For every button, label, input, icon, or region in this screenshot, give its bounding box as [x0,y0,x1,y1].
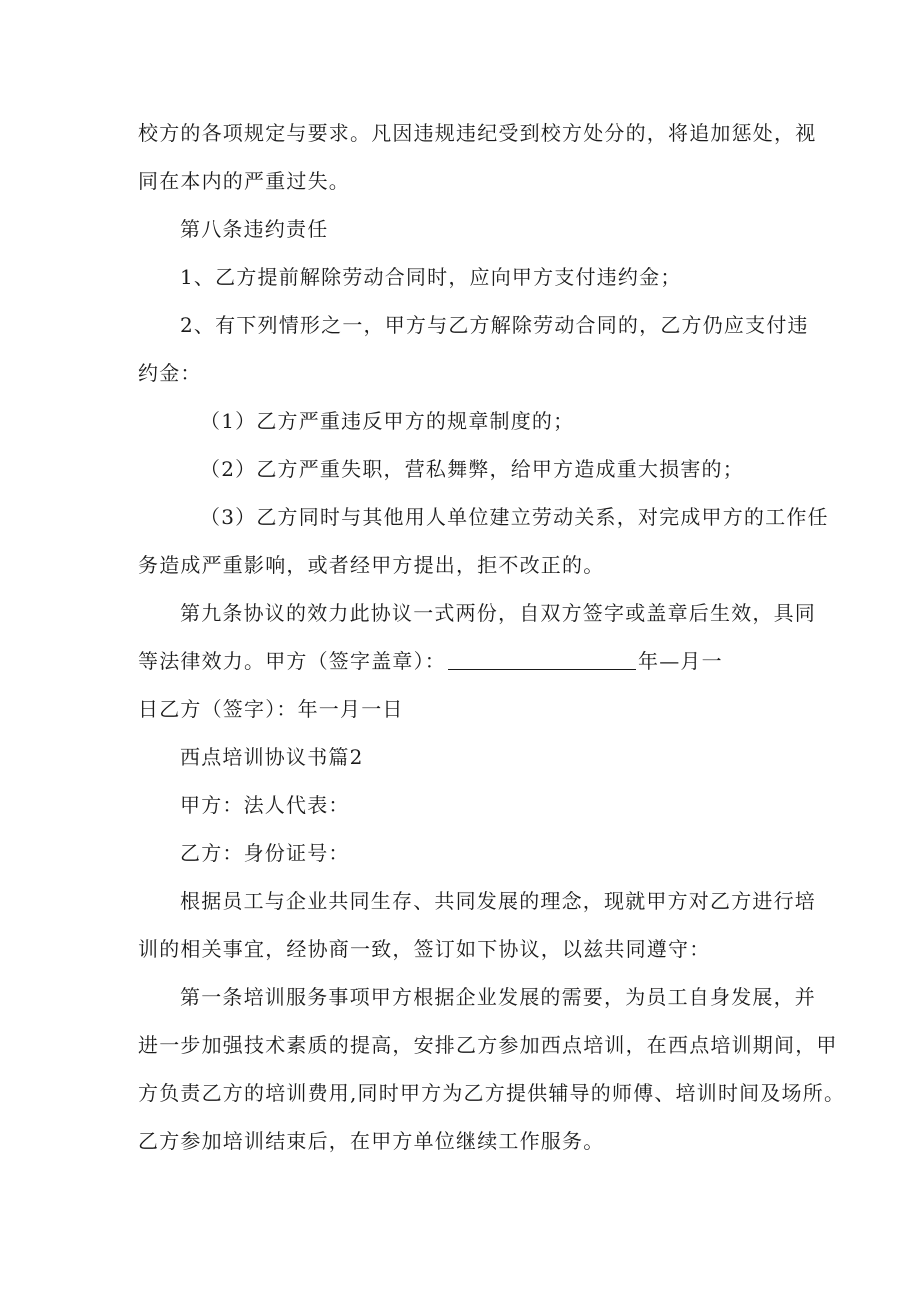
signature-line [138,646,920,676]
list-item: （3）乙方同时与其他用人单位建立劳动关系，对完成甲方的工作任 [200,505,829,529]
list-item: （1）乙方严重违反甲方的规章制度的； [200,409,575,433]
paragraph-line: 方负责乙方的培训费用,同时甲方为乙方提供辅导的师傅、培训时间及场所。 [138,1081,846,1105]
date-fill: 年—月一 [638,649,723,673]
paragraph-line: 务造成严重影响，或者经甲方提出，拒不改正的。 [138,553,605,577]
list-item: （2）乙方严重失职，营私舞弊，给甲方造成重大损害的； [200,457,744,481]
section-heading: 第八条违约责任 [180,217,329,241]
paragraph-line: 1、乙方提前解除劳动合同时，应向甲方支付违约金； [180,265,682,289]
paragraph-line: 进一步加强技术素质的提高，安排乙方参加西点培训，在西点培训期间，甲 [138,1033,838,1057]
party-b-line: 乙方：身份证号： [180,841,350,865]
paragraph-line: 第九条协议的效力此协议一式两份，自双方签字或盖章后生效，具同 [180,601,816,625]
section-title: 西点培训协议书篇2 [180,745,364,769]
paragraph-line: 约金： [138,361,202,385]
paragraph-line: 乙方参加培训结束后，在甲方单位继续工作服务。 [138,1129,605,1153]
party-a-signature-label: 等法律效力。甲方（签字盖章）： [138,649,446,673]
paragraph-line: 日乙方（签字）：年一月一日 [138,697,404,721]
signature-blank [448,649,636,670]
paragraph-line: 校方的各项规定与要求。凡因违规违纪受到校方处分的，将追加惩处，视 [138,121,817,145]
paragraph-line: 根据员工与企业共同生存、共同发展的理念，现就甲方对乙方进行培 [180,889,816,913]
paragraph-line: 训的相关事宜，经协商一致，签订如下协议，以兹共同遵守： [138,937,711,961]
party-a-line: 甲方：法人代表： [180,793,350,817]
paragraph-line: 2、有下列情形之一，甲方与乙方解除劳动合同的，乙方仍应支付违 [180,313,809,337]
paragraph-line: 同在本内的严重过失。 [138,169,350,193]
paragraph-line: 第一条培训服务事项甲方根据企业发展的需要，为员工自身发展，并 [180,985,816,1009]
